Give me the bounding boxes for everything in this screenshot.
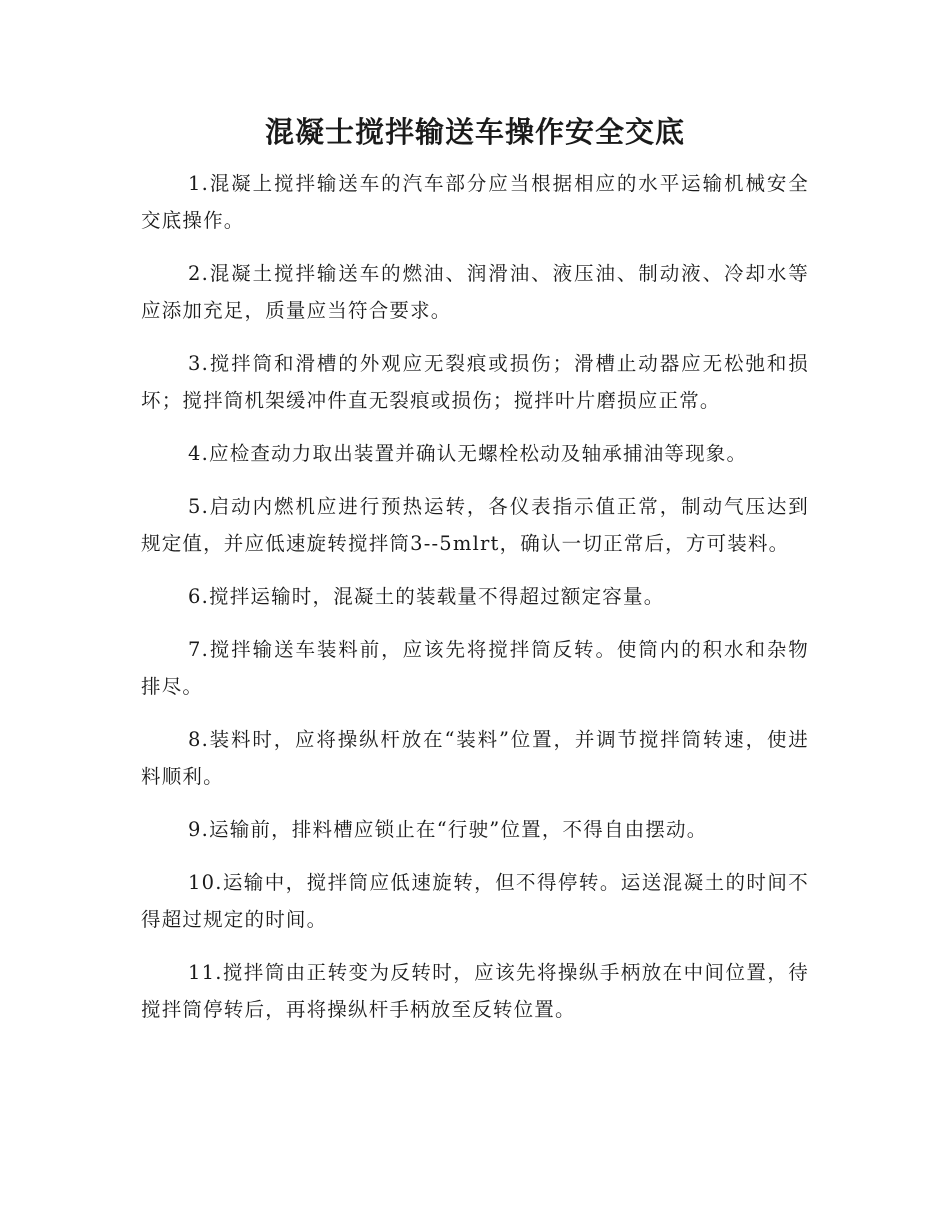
paragraph-10: 10.运输中，搅拌筒应低速旋转，但不得停转。运送混凝土的时间不得超过规定的时间。 (141, 871, 809, 931)
paragraph-1: 1.混凝上搅拌输送车的汽车部分应当根据相应的水平运输机械安全交底操作。 (141, 172, 809, 232)
paragraph-7: 7.搅拌输送车装料前，应该先将搅拌筒反转。使筒内的积水和杂物排尽。 (141, 638, 809, 698)
paragraph-8: 8.装料时，应将操纵杆放在“装料”位置，并调节搅拌筒转速，使进料顺利。 (141, 728, 809, 788)
paragraph-6: 6.搅拌运输时，混凝土的装载量不得超过额定容量。 (188, 585, 665, 608)
paragraph-11: 11.搅拌筒由正转变为反转时，应该先将操纵手柄放在中间位置，待搅拌筒停转后，再将操纵杆手柄放至反转位置。 (141, 961, 809, 1021)
paragraph-9: 9.运输前，排料槽应锁止在“行驶”位置，不得自由摆动。 (188, 818, 708, 841)
paragraph-2: 2.混凝土搅拌输送车的燃油、润滑油、液压油、制动液、冷却水等应添加充足，质量应当符合要求。 (141, 262, 809, 322)
paragraph-5: 5.启动内燃机应进行预热运转，各仪表指示值正常，制动气压达到规定值，并应低速旋转搅拌筒3--5mlrt，确认一切正常后，方可装料。 (141, 495, 809, 555)
document-body (141, 165, 809, 1044)
paragraph-4: 4.应检查动力取出装置并确认无螺栓松动及轴承捕油等现象。 (188, 442, 748, 465)
paragraph-3: 3.搅拌筒和滑槽的外观应无裂痕或损伤；滑槽止动器应无松弛和损坏；搅拌筒机架缓冲件直无裂痕或损伤；搅拌叶片磨损应正常。 (141, 352, 809, 412)
page-title: 混凝士搅拌输送车操作安全交底 (264, 115, 685, 149)
